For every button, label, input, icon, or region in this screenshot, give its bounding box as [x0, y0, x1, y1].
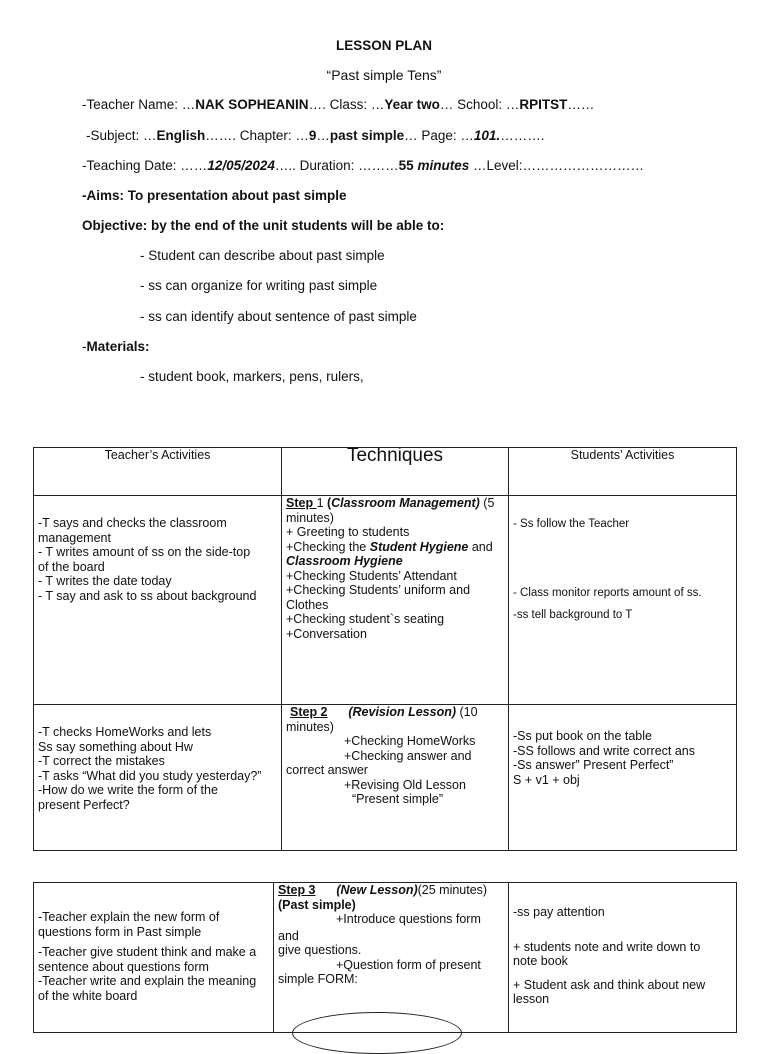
date-label: -Teaching Date: ……	[82, 158, 208, 173]
teacher-name: NAK SOPHEANIN	[195, 97, 309, 112]
objective-item: - ss can identify about sentence of past simple	[140, 309, 417, 324]
subject-line-tail: ……….	[500, 128, 545, 143]
student-activity-line: -SS follows and write correct ans	[513, 743, 696, 758]
student-activity-line: -Ss answer” Present Perfect”	[513, 758, 674, 772]
technique-line: +Introduce questions form	[336, 912, 481, 926]
technique-line: simple FORM:	[278, 972, 358, 986]
date-value: 12/05/2024	[207, 158, 275, 173]
teacher-activity-line: - T say and ask to ss about background	[38, 588, 257, 603]
chapter-label: ……. Chapter: …	[205, 128, 309, 143]
student-activity-line: -ss tell background to T	[513, 609, 633, 621]
step-duration: (25 minutes)	[417, 883, 488, 897]
teacher-activity-line: -T says and checks the classroom	[38, 516, 227, 530]
class-value: Year two	[384, 97, 440, 112]
hygiene-and: and	[468, 539, 493, 554]
subject-value: English	[156, 128, 206, 143]
technique-line: +Checking Students’ uniform and	[286, 583, 471, 597]
students-activities-cell	[509, 883, 737, 1033]
teacher-activity-line: -T asks “What did you study yesterday?”	[38, 768, 262, 783]
step-title: Classroom Management)	[331, 496, 480, 510]
chapter-number: 9	[308, 128, 317, 143]
students-activities-cell	[509, 705, 737, 851]
step-duration: (10	[456, 705, 478, 719]
student-activity-line: + Student ask and think about new	[513, 977, 706, 992]
step-number: 1	[316, 496, 324, 510]
table-row	[34, 496, 737, 705]
technique-line: give questions.	[278, 943, 362, 957]
materials-list: - student book, markers, pens, rulers,	[140, 369, 364, 384]
header-students-activities: Students’ Activities	[509, 448, 737, 496]
objective-heading: Objective: by the end of the unit students will be able to:	[82, 218, 445, 233]
objective-item: - Student can describe about past simple	[140, 248, 385, 263]
technique-line: +Checking answer and	[344, 748, 472, 763]
class-label: …. Class: …	[308, 97, 385, 112]
subject-label: -Subject: …	[86, 128, 157, 143]
teacher-activity-line: -T checks HomeWorks and lets	[38, 725, 212, 739]
step-title: (Revision Lesson)	[348, 705, 457, 719]
step-open: (	[323, 496, 332, 510]
technique-line	[286, 540, 504, 555]
teacher-activity-line: present Perfect?	[38, 797, 130, 812]
teacher-activity-line: - T writes amount of ss on the side-top	[38, 545, 251, 559]
materials-label: Materials:	[86, 339, 150, 354]
step-label: Step	[286, 496, 317, 510]
student-activity-line: note book	[513, 954, 568, 968]
page-value: 101.	[473, 128, 501, 143]
table-row	[34, 883, 737, 1033]
student-activity-line: -ss pay attention	[513, 905, 605, 919]
objective-item: - ss can organize for writing past simple	[140, 278, 378, 293]
hygiene-prefix: +Checking the	[286, 539, 370, 554]
technique-line: and	[278, 928, 299, 943]
duration-number: 55	[398, 158, 414, 173]
technique-line: +Checking Students’ Attendant	[286, 568, 457, 583]
teacher-activity-line: -How do we write the form of the	[38, 783, 218, 797]
teacher-activity-line: management	[38, 530, 111, 545]
step-heading	[286, 496, 504, 511]
chapter-sep: …	[316, 128, 330, 143]
teacher-activity-line: -Teacher write and explain the meaning	[38, 974, 257, 988]
duration-label: ….. Duration: ………	[274, 158, 399, 173]
step-subtitle: (Past simple)	[278, 897, 356, 912]
date-info-line	[82, 158, 644, 173]
page-label: … Page: …	[404, 128, 474, 143]
teacher-activity-line: -T correct the mistakes	[38, 754, 165, 768]
header-teacher-activities: Teacher’s Activities	[34, 448, 282, 496]
step-duration: (5	[479, 496, 495, 510]
teacher-activity-line: of the white board	[38, 988, 138, 1003]
school-value: RPITST	[519, 97, 568, 112]
step-heading	[286, 705, 504, 720]
student-activity-line: - Class monitor reports amount of ss.	[513, 586, 702, 599]
student-activity-line: -Ss put book on the table	[513, 729, 652, 743]
step-label: Step 3	[278, 883, 316, 897]
teacher-activities-cell	[34, 496, 282, 705]
chapter-name: past simple	[329, 128, 405, 143]
level-label: …Level:………………………	[469, 158, 645, 173]
teacher-label: -Teacher Name: …	[82, 97, 196, 112]
step-title: (New Lesson)	[336, 883, 418, 897]
teacher-activity-line: -Teacher explain the new form of	[38, 910, 220, 924]
technique-line: correct answer	[286, 763, 368, 777]
step-label: Step 2	[290, 705, 328, 719]
technique-line: +Conversation	[286, 626, 367, 641]
teacher-activity-line: - T writes the date today	[38, 574, 172, 588]
materials-prefix: -	[82, 339, 87, 354]
duration-unit: minutes	[417, 158, 470, 173]
student-hygiene: Student Hygiene	[369, 539, 469, 554]
techniques-cell	[282, 705, 509, 851]
students-activities-cell	[509, 496, 737, 705]
technique-line: + Greeting to students	[286, 525, 410, 539]
student-activity-line: lesson	[513, 992, 550, 1006]
lesson-subtitle: “Past simple Tens”	[326, 67, 442, 83]
student-activity-line: S + v1 + obj	[513, 772, 580, 787]
form-ellipse-shape	[292, 1012, 462, 1054]
teacher-activities-cell	[34, 883, 274, 1033]
new-lesson-table	[33, 882, 737, 1033]
teacher-activity-line: -Teacher give student think and make a	[38, 945, 257, 959]
table-row	[34, 705, 737, 851]
teacher-line-tail: ……	[567, 97, 595, 112]
page-title: LESSON PLAN	[335, 38, 432, 53]
techniques-cell	[282, 496, 509, 705]
student-activity-line: - Ss follow the Teacher	[513, 518, 630, 530]
teacher-activity-line: questions form in Past simple	[38, 924, 202, 939]
materials-heading	[82, 339, 150, 354]
teacher-activity-line: of the board	[38, 559, 105, 574]
classroom-hygiene: Classroom Hygiene	[286, 554, 403, 568]
technique-line: +Checking HomeWorks	[344, 734, 476, 748]
subject-info-line	[86, 128, 544, 143]
step-heading	[278, 883, 504, 898]
techniques-cell	[274, 883, 509, 1033]
student-activity-line: + students note and write down to	[513, 939, 701, 954]
technique-line: +Revising Old Lesson	[344, 777, 466, 792]
header-techniques: Techniques	[282, 448, 509, 496]
teacher-activity-line: Ss say something about Hw	[38, 739, 193, 754]
teacher-activities-cell	[34, 705, 282, 851]
teacher-activity-line: sentence about questions form	[38, 959, 209, 974]
technique-line: minutes)	[286, 719, 334, 734]
technique-line: +Question form of present	[336, 957, 481, 972]
technique-line: +Checking student`s seating	[286, 612, 445, 626]
aims-line: -Aims: To presentation about past simple	[82, 188, 347, 203]
school-label: … School: …	[439, 97, 520, 112]
technique-line: “Present simple”	[352, 792, 443, 806]
technique-line: minutes)	[286, 510, 334, 525]
technique-line: Clothes	[286, 597, 329, 612]
teacher-info-line	[82, 97, 594, 112]
lesson-activities-table	[33, 447, 737, 851]
